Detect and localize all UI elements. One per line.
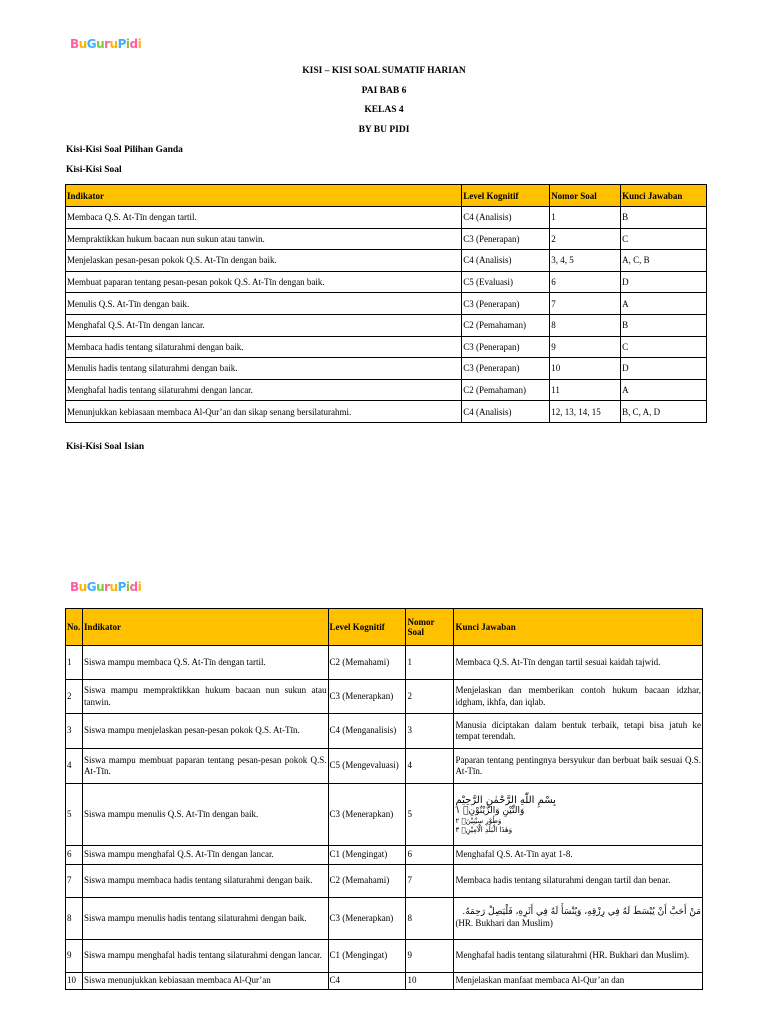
table-cell: Siswa mampu menulis hadis tentang silaturahmi dengan baik. bbox=[82, 898, 328, 940]
table-cell: 6 bbox=[550, 271, 621, 293]
table-row bbox=[66, 865, 703, 898]
table-cell: 6 bbox=[406, 846, 454, 865]
table-header-row bbox=[66, 609, 703, 646]
table-cell: 1 bbox=[550, 207, 621, 229]
table-cell: 4 bbox=[66, 749, 83, 784]
table-cell: A, C, B bbox=[621, 250, 707, 272]
table-cell: C3 (Penerapan) bbox=[462, 293, 550, 315]
table-row bbox=[66, 680, 703, 714]
table-cell: C2 (Memahami) bbox=[328, 865, 406, 898]
table-cell: 2 bbox=[406, 680, 454, 714]
table-cell: Siswa mampu menjelaskan pesan-pesan pokok Q.S. At-Tīn. bbox=[82, 714, 328, 749]
table-row bbox=[66, 749, 703, 784]
table-cell: 4 bbox=[406, 749, 454, 784]
table-cell: C2 (Pemahaman) bbox=[462, 314, 550, 336]
section-isian-title: Kisi-Kisi Soal Isian bbox=[66, 442, 145, 452]
table-cell: 10 bbox=[550, 358, 621, 380]
table-row bbox=[66, 314, 707, 336]
table-cell: C3 (Menerapkan) bbox=[328, 680, 406, 714]
table-row bbox=[66, 846, 703, 865]
table-row bbox=[66, 784, 703, 846]
table-cell: 5 bbox=[406, 784, 454, 846]
section-pilihan-ganda-title: Kisi-Kisi Soal Pilihan Ganda bbox=[66, 145, 183, 155]
arabic-answer-cell bbox=[454, 898, 703, 940]
table-cell: Membaca hadis tentang silaturahmi dengan baik. bbox=[66, 336, 462, 358]
table-cell: Siswa mampu menghafal hadis tentang silaturahmi dengan lancar. bbox=[82, 940, 328, 973]
table-cell: D bbox=[621, 271, 707, 293]
arabic-line: بِسْمِ اللّٰهِ الرَّحْمٰنِ الرَّحِيْمِ bbox=[455, 794, 556, 806]
table-cell: D bbox=[621, 358, 707, 380]
document-header bbox=[0, 62, 768, 140]
table-cell: Manusia diciptakan dalam bentuk terbaik, tetapi bisa jatuh ke tempat terendah. bbox=[454, 714, 703, 749]
table-cell: Menghafal hadis tentang silaturahmi dengan lancar. bbox=[66, 379, 462, 401]
table-cell: A bbox=[621, 293, 707, 315]
table-row bbox=[66, 271, 707, 293]
col-header: Nomor Soal bbox=[550, 185, 621, 207]
table-cell: C bbox=[621, 336, 707, 358]
table-cell: 8 bbox=[66, 898, 83, 940]
table-cell: Paparan tentang pentingnya bersyukur dan berbuat baik sesuai Q.S. At-Tīn. bbox=[454, 749, 703, 784]
col-header: Level Kognitif bbox=[328, 609, 406, 646]
table-cell: A bbox=[621, 379, 707, 401]
table-cell: Menunjukkan kebiasaan membaca Al-Qur’an dan sikap senang bersilaturahmi. bbox=[66, 401, 462, 423]
table-cell: Siswa mampu membaca Q.S. At-Tīn dengan tartil. bbox=[82, 646, 328, 680]
table-row bbox=[66, 336, 707, 358]
table-cell: Siswa mampu menghafal Q.S. At-Tīn dengan lancar. bbox=[82, 846, 328, 865]
table-cell: Siswa mampu membaca hadis tentang silaturahmi dengan baik. bbox=[82, 865, 328, 898]
header-title: KISI – KISI SOAL SUMATIF HARIAN bbox=[302, 66, 466, 76]
table-cell: Menjelaskan manfaat membaca Al-Qur’an dan bbox=[454, 973, 703, 990]
table-cell: C3 (Menerapkan) bbox=[328, 784, 406, 846]
table-cell: 12, 13, 14, 15 bbox=[550, 401, 621, 423]
table-cell: C3 (Penerapan) bbox=[462, 358, 550, 380]
table-cell: 8 bbox=[550, 314, 621, 336]
table-cell: 9 bbox=[406, 940, 454, 973]
col-header: Level Kognitif bbox=[462, 185, 550, 207]
arabic-line: وَهٰذَا الْبَلَدِ الْاَمِيْنِۙ ٣ bbox=[455, 825, 513, 834]
table-cell: C2 (Pemahaman) bbox=[462, 379, 550, 401]
table-cell: 3 bbox=[406, 714, 454, 749]
table-cell: 3, 4, 5 bbox=[550, 250, 621, 272]
table-cell: Menghafal Q.S. At-Tīn ayat 1-8. bbox=[454, 846, 703, 865]
table-cell: Membaca Q.S. At-Tīn dengan tartil sesuai kaidah tajwid. bbox=[454, 646, 703, 680]
table-cell: Siswa menunjukkan kebiasaan membaca Al-Qur’an bbox=[82, 973, 328, 990]
table-cell: Membuat paparan tentang pesan-pesan pokok Q.S. At-Tīn dengan baik. bbox=[66, 271, 462, 293]
table-cell: C3 (Menerapkan) bbox=[328, 898, 406, 940]
table-cell: Menulis hadis tentang silaturahmi dengan baik. bbox=[66, 358, 462, 380]
pilihan-ganda-table bbox=[65, 184, 707, 423]
table-cell: C1 (Mengingat) bbox=[328, 846, 406, 865]
isian-table bbox=[65, 608, 703, 990]
table-cell: Menghafal Q.S. At-Tīn dengan lancar. bbox=[66, 314, 462, 336]
header-class: KELAS 4 bbox=[364, 105, 404, 115]
table-cell: C bbox=[621, 228, 707, 250]
arabic-line: وَطُوْرِ سِيْنِيْنَۙ ٢ bbox=[455, 816, 502, 825]
table-cell: Menghafal hadis tentang silaturahmi (HR. Bukhari dan Muslim). bbox=[454, 940, 703, 973]
header-author: BY BU PIDI bbox=[358, 124, 410, 135]
table-cell: Siswa mampu menulis Q.S. At-Tīn dengan baik. bbox=[82, 784, 328, 846]
table-cell: Mempraktikkan hukum bacaan nun sukun atau tanwin. bbox=[66, 228, 462, 250]
col-header: Kunci Jawaban bbox=[454, 609, 703, 646]
table-cell: B, C, A, D bbox=[621, 401, 707, 423]
arabic-answer-cell bbox=[454, 784, 703, 846]
table-cell: 7 bbox=[66, 865, 83, 898]
table-cell: 11 bbox=[550, 379, 621, 401]
logo bbox=[70, 34, 142, 54]
table-cell: 7 bbox=[406, 865, 454, 898]
table-cell: 10 bbox=[66, 973, 83, 990]
logo bbox=[70, 577, 142, 597]
table-cell: 5 bbox=[66, 784, 83, 846]
table-cell: 1 bbox=[66, 646, 83, 680]
table-cell: C4 (Menganalisis) bbox=[328, 714, 406, 749]
table-cell: 2 bbox=[66, 680, 83, 714]
table-cell: B bbox=[621, 207, 707, 229]
table-cell: C4 (Analisis) bbox=[462, 401, 550, 423]
table-row bbox=[66, 973, 703, 990]
table-row bbox=[66, 358, 707, 380]
table-row bbox=[66, 293, 707, 315]
table-cell: C1 (Mengingat) bbox=[328, 940, 406, 973]
table-row bbox=[66, 207, 707, 229]
table-cell: Menjelaskan pesan-pesan pokok Q.S. At-Tīn dengan baik. bbox=[66, 250, 462, 272]
table-cell: 9 bbox=[66, 940, 83, 973]
table-cell: Siswa mampu mempraktikkan hukum bacaan nun sukun atau tanwin. bbox=[82, 680, 328, 714]
table-cell: Membaca Q.S. At-Tīn dengan tartil. bbox=[66, 207, 462, 229]
hadith-source: (HR. Bukhari dan Muslim) bbox=[455, 918, 553, 929]
table-cell: C3 (Penerapan) bbox=[462, 336, 550, 358]
table-cell: 8 bbox=[406, 898, 454, 940]
logo-text: BuGuruPidi bbox=[70, 580, 142, 594]
table-cell: C5 (Mengevaluasi) bbox=[328, 749, 406, 784]
section-kisi-subtitle: Kisi-Kisi Soal bbox=[66, 165, 122, 175]
table-cell: C4 bbox=[328, 973, 406, 990]
logo-text: BuGuruPidi bbox=[70, 37, 142, 51]
arabic-hadith: مَنْ أَحَبَّ أَنْ يُبْسَطَ لَهُ فِي رِزْقِهِ، وَيُنْسَأَ لَهُ فِي أَثَرِهِ، فَلْيَصِلْ رَحِمَهُ. bbox=[462, 907, 701, 918]
table-cell: 2 bbox=[550, 228, 621, 250]
col-header: No. bbox=[66, 609, 83, 646]
table-cell: 3 bbox=[66, 714, 83, 749]
table-cell: C3 (Penerapan) bbox=[462, 228, 550, 250]
col-header: Nomor Soal bbox=[406, 609, 454, 646]
table-row bbox=[66, 250, 707, 272]
table-cell: C4 (Analisis) bbox=[462, 250, 550, 272]
table-cell: C2 (Memahami) bbox=[328, 646, 406, 680]
table-cell: Siswa mampu membuat paparan tentang pesan-pesan pokok Q.S. At-Tīn. bbox=[82, 749, 328, 784]
table-cell: 6 bbox=[66, 846, 83, 865]
header-subject: PAI BAB 6 bbox=[361, 85, 407, 96]
table-row bbox=[66, 940, 703, 973]
table-header-row bbox=[66, 185, 707, 207]
table-cell: C5 (Evaluasi) bbox=[462, 271, 550, 293]
table-row bbox=[66, 401, 707, 423]
col-header: Kunci Jawaban bbox=[621, 185, 707, 207]
table-row bbox=[66, 714, 703, 749]
table-cell: B bbox=[621, 314, 707, 336]
table-cell: Membaca hadis tentang silaturahmi dengan tartil dan benar. bbox=[454, 865, 703, 898]
table-cell: 1 bbox=[406, 646, 454, 680]
col-header: Indikator bbox=[82, 609, 328, 646]
table-row bbox=[66, 646, 703, 680]
table-cell: C4 (Analisis) bbox=[462, 207, 550, 229]
table-cell: Menulis Q.S. At-Tīn dengan baik. bbox=[66, 293, 462, 315]
table-cell: 7 bbox=[550, 293, 621, 315]
arabic-line: وَالتِّيْنِ وَالزَّيْتُوْنِۙ ١ bbox=[455, 805, 525, 816]
table-cell: 9 bbox=[550, 336, 621, 358]
col-header: Indikator bbox=[66, 185, 462, 207]
table-cell: Menjelaskan dan memberikan contoh hukum bacaan idzhar, idgham, ikhfa, dan iqlab. bbox=[454, 680, 703, 714]
table-row bbox=[66, 379, 707, 401]
table-row bbox=[66, 898, 703, 940]
table-cell: 10 bbox=[406, 973, 454, 990]
table-row bbox=[66, 228, 707, 250]
